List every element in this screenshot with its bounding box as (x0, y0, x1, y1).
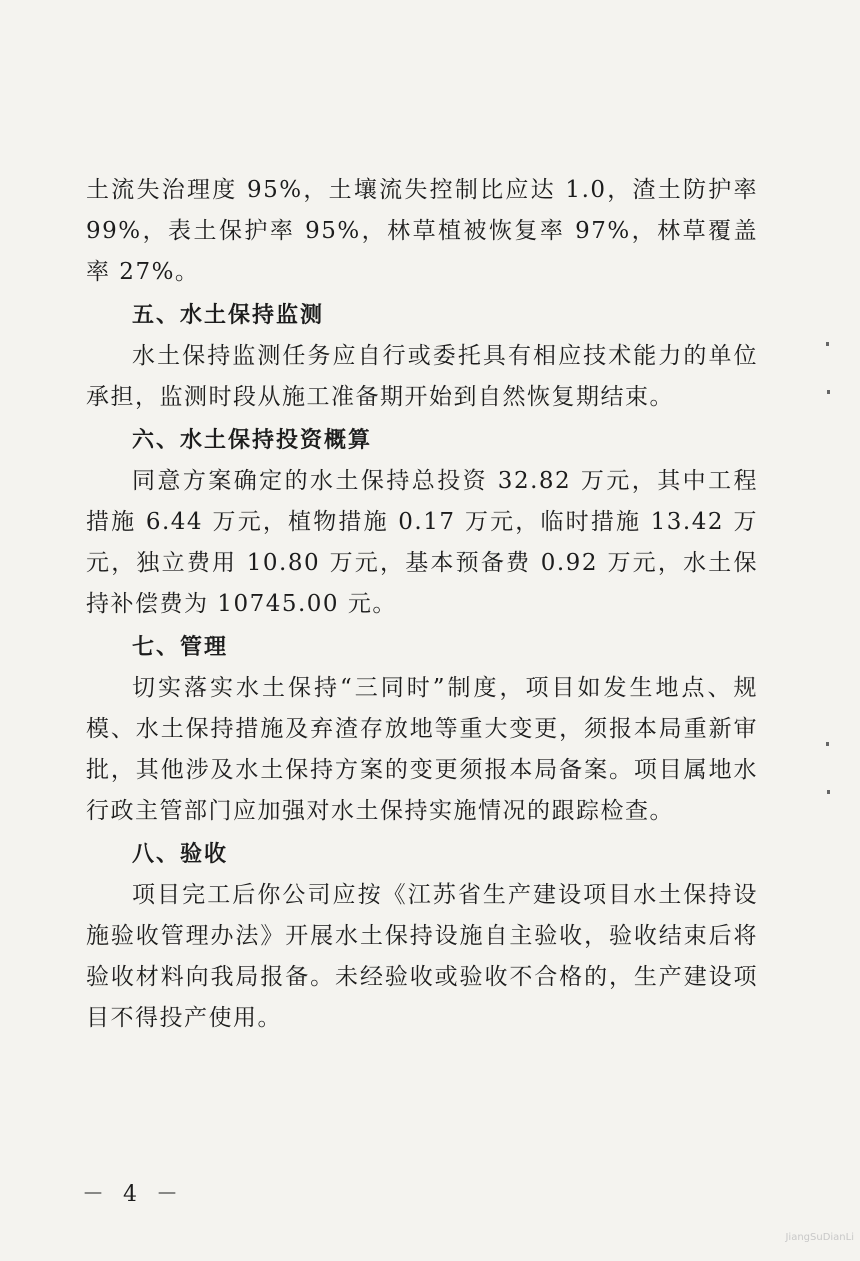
continuation-paragraph: 土流失治理度 95%，土壤流失控制比应达 1.0，渣土防护率 99%，表土保护率 95%，林草植被恢复率 97%，林草覆盖率 27%。 (86, 177, 758, 285)
scan-speck (827, 790, 830, 794)
section-heading-investment: 六、水土保持投资概算 (132, 428, 373, 453)
document-body (86, 170, 758, 1039)
watermark-text: JiangSuDianLi (785, 1232, 854, 1243)
section-heading-monitoring: 五、水土保持监测 (132, 303, 325, 328)
scan-speck (826, 342, 829, 346)
section-heading-management: 七、管理 (132, 635, 229, 660)
scan-speck (826, 742, 829, 746)
page-number: － 4 － (82, 1182, 184, 1207)
paragraph-monitoring: 水土保持监测任务应自行或委托具有相应技术能力的单位承担，监测时段从施工准备期开始到自然恢复期结束。 (86, 343, 758, 410)
scan-speck (827, 390, 830, 394)
paragraph-acceptance: 项目完工后你公司应按《江苏省生产建设项目水土保持设施验收管理办法》开展水土保持设施自主验收，验收结束后将验收材料向我局报备。未经验收或验收不合格的，生产建设项目不得投产使用。 (86, 882, 758, 1031)
paragraph-investment: 同意方案确定的水土保持总投资 32.82 万元，其中工程措施 6.44 万元，植物措施 0.17 万元，临时措施 13.42 万元，独立费用 10.80 万元，基本预备费 0.92 万元，水土保持补偿费为 10745.00 元。 (86, 468, 758, 617)
section-heading-acceptance: 八、验收 (132, 842, 229, 867)
paragraph-management: 切实落实水土保持“三同时”制度，项目如发生地点、规模、水土保持措施及弃渣存放地等重大变更，须报本局重新审批，其他涉及水土保持方案的变更须报本局备案。项目属地水行政主管部门应加强对水土保持实施情况的跟踪检查。 (86, 675, 758, 824)
